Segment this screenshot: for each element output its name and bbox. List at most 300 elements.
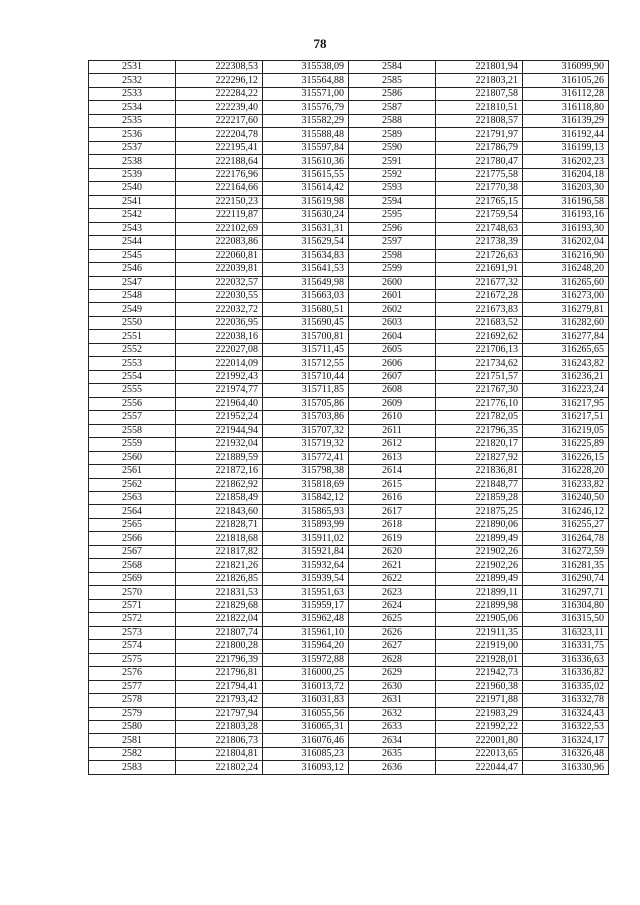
table-row (89, 289, 609, 302)
table-row (89, 640, 609, 653)
y-coordinate-cell: 316322,53 (523, 720, 609, 733)
table-row (89, 465, 609, 478)
point-number-cell: 2636 (349, 761, 436, 774)
x-coordinate-cell: 221780,47 (436, 155, 523, 168)
y-coordinate-cell: 316315,50 (523, 613, 609, 626)
x-coordinate-cell: 221899,11 (436, 586, 523, 599)
x-coordinate-cell: 221796,81 (176, 667, 263, 680)
x-coordinate-cell: 221775,58 (436, 168, 523, 181)
y-coordinate-cell: 315711,45 (263, 343, 349, 356)
y-coordinate-cell: 315712,55 (263, 357, 349, 370)
point-number-cell: 2601 (349, 289, 436, 302)
point-number-cell: 2600 (349, 276, 436, 289)
x-coordinate-cell: 221899,49 (436, 572, 523, 585)
point-number-cell: 2540 (89, 182, 176, 195)
point-number-cell: 2571 (89, 599, 176, 612)
y-coordinate-cell: 316272,59 (523, 545, 609, 558)
point-number-cell: 2538 (89, 155, 176, 168)
y-coordinate-cell: 316031,83 (263, 694, 349, 707)
y-coordinate-cell: 315634,83 (263, 249, 349, 262)
table-row (89, 209, 609, 222)
x-coordinate-cell: 222176,96 (176, 168, 263, 181)
x-coordinate-cell: 222102,69 (176, 222, 263, 235)
y-coordinate-cell: 316223,24 (523, 384, 609, 397)
table-row (89, 101, 609, 114)
x-coordinate-cell: 222204,78 (176, 128, 263, 141)
x-coordinate-cell: 222038,16 (176, 330, 263, 343)
table-row (89, 357, 609, 370)
y-coordinate-cell: 316332,78 (523, 694, 609, 707)
point-number-cell: 2615 (349, 478, 436, 491)
y-coordinate-cell: 316202,04 (523, 236, 609, 249)
point-number-cell: 2623 (349, 586, 436, 599)
y-coordinate-cell: 316076,46 (263, 734, 349, 747)
y-coordinate-cell: 316013,72 (263, 680, 349, 693)
x-coordinate-cell: 221826,85 (176, 572, 263, 585)
y-coordinate-cell: 316282,60 (523, 316, 609, 329)
x-coordinate-cell: 221944,94 (176, 424, 263, 437)
y-coordinate-cell: 316228,20 (523, 465, 609, 478)
table-row (89, 236, 609, 249)
y-coordinate-cell: 315631,31 (263, 222, 349, 235)
point-number-cell: 2594 (349, 195, 436, 208)
point-number-cell: 2621 (349, 559, 436, 572)
point-number-cell: 2533 (89, 87, 176, 100)
point-number-cell: 2537 (89, 141, 176, 154)
x-coordinate-cell: 221932,04 (176, 438, 263, 451)
point-number-cell: 2598 (349, 249, 436, 262)
table-row (89, 168, 609, 181)
x-coordinate-cell: 221942,73 (436, 667, 523, 680)
y-coordinate-cell: 315571,00 (263, 87, 349, 100)
table-row (89, 694, 609, 707)
y-coordinate-cell: 315961,10 (263, 626, 349, 639)
y-coordinate-cell: 315538,09 (263, 61, 349, 74)
table-row (89, 276, 609, 289)
point-number-cell: 2578 (89, 694, 176, 707)
x-coordinate-cell: 221806,73 (176, 734, 263, 747)
y-coordinate-cell: 316304,80 (523, 599, 609, 612)
y-coordinate-cell: 315842,12 (263, 492, 349, 505)
table-row (89, 222, 609, 235)
table-row (89, 532, 609, 545)
y-coordinate-cell: 316196,58 (523, 195, 609, 208)
x-coordinate-cell: 221800,28 (176, 640, 263, 653)
x-coordinate-cell: 222032,57 (176, 276, 263, 289)
point-number-cell: 2552 (89, 343, 176, 356)
x-coordinate-cell: 222083,86 (176, 236, 263, 249)
y-coordinate-cell: 316105,26 (523, 74, 609, 87)
point-number-cell: 2554 (89, 370, 176, 383)
x-coordinate-cell: 221765,15 (436, 195, 523, 208)
point-number-cell: 2569 (89, 572, 176, 585)
table-row (89, 626, 609, 639)
point-number-cell: 2612 (349, 438, 436, 451)
x-coordinate-cell: 221831,53 (176, 586, 263, 599)
y-coordinate-cell: 315703,86 (263, 411, 349, 424)
x-coordinate-cell: 221672,28 (436, 289, 523, 302)
y-coordinate-cell: 315959,17 (263, 599, 349, 612)
point-number-cell: 2627 (349, 640, 436, 653)
x-coordinate-cell: 221889,59 (176, 451, 263, 464)
x-coordinate-cell: 222060,81 (176, 249, 263, 262)
x-coordinate-cell: 221983,29 (436, 707, 523, 720)
point-number-cell: 2576 (89, 667, 176, 680)
y-coordinate-cell: 316202,23 (523, 155, 609, 168)
point-number-cell: 2603 (349, 316, 436, 329)
x-coordinate-cell: 221992,22 (436, 720, 523, 733)
point-number-cell: 2624 (349, 599, 436, 612)
y-coordinate-cell: 315705,86 (263, 397, 349, 410)
y-coordinate-cell: 315690,45 (263, 316, 349, 329)
table-row (89, 518, 609, 531)
table-row (89, 74, 609, 87)
x-coordinate-cell: 221767,30 (436, 384, 523, 397)
point-number-cell: 2560 (89, 451, 176, 464)
table-row (89, 384, 609, 397)
y-coordinate-cell: 315614,42 (263, 182, 349, 195)
x-coordinate-cell: 221786,79 (436, 141, 523, 154)
x-coordinate-cell: 221796,35 (436, 424, 523, 437)
point-number-cell: 2619 (349, 532, 436, 545)
x-coordinate-cell: 221890,06 (436, 518, 523, 531)
y-coordinate-cell: 315710,44 (263, 370, 349, 383)
table-row (89, 451, 609, 464)
y-coordinate-cell: 315911,02 (263, 532, 349, 545)
x-coordinate-cell: 221919,00 (436, 640, 523, 653)
table-row (89, 343, 609, 356)
point-number-cell: 2606 (349, 357, 436, 370)
x-coordinate-cell: 221848,77 (436, 478, 523, 491)
x-coordinate-cell: 221751,57 (436, 370, 523, 383)
x-coordinate-cell: 221791,97 (436, 128, 523, 141)
point-number-cell: 2544 (89, 236, 176, 249)
y-coordinate-cell: 315893,99 (263, 518, 349, 531)
point-number-cell: 2617 (349, 505, 436, 518)
point-number-cell: 2620 (349, 545, 436, 558)
y-coordinate-cell: 316246,12 (523, 505, 609, 518)
x-coordinate-cell: 221802,24 (176, 761, 263, 774)
point-number-cell: 2631 (349, 694, 436, 707)
y-coordinate-cell: 316236,21 (523, 370, 609, 383)
coordinates-table (88, 60, 609, 775)
x-coordinate-cell: 222195,41 (176, 141, 263, 154)
point-number-cell: 2541 (89, 195, 176, 208)
point-number-cell: 2602 (349, 303, 436, 316)
point-number-cell: 2559 (89, 438, 176, 451)
x-coordinate-cell: 221872,16 (176, 465, 263, 478)
point-number-cell: 2531 (89, 61, 176, 74)
y-coordinate-cell: 315932,64 (263, 559, 349, 572)
y-coordinate-cell: 315588,48 (263, 128, 349, 141)
table-row (89, 613, 609, 626)
y-coordinate-cell: 316065,31 (263, 720, 349, 733)
table-row (89, 263, 609, 276)
point-number-cell: 2608 (349, 384, 436, 397)
y-coordinate-cell: 316217,95 (523, 397, 609, 410)
x-coordinate-cell: 221974,77 (176, 384, 263, 397)
x-coordinate-cell: 221818,68 (176, 532, 263, 545)
table-row (89, 128, 609, 141)
y-coordinate-cell: 315641,53 (263, 263, 349, 276)
table-row (89, 114, 609, 127)
x-coordinate-cell: 221821,26 (176, 559, 263, 572)
x-coordinate-cell: 221692,62 (436, 330, 523, 343)
y-coordinate-cell: 316139,29 (523, 114, 609, 127)
point-number-cell: 2595 (349, 209, 436, 222)
table-row (89, 370, 609, 383)
x-coordinate-cell: 221952,24 (176, 411, 263, 424)
point-number-cell: 2605 (349, 343, 436, 356)
x-coordinate-cell: 221794,41 (176, 680, 263, 693)
point-number-cell: 2561 (89, 465, 176, 478)
y-coordinate-cell: 316324,17 (523, 734, 609, 747)
x-coordinate-cell: 222164,66 (176, 182, 263, 195)
point-number-cell: 2579 (89, 707, 176, 720)
table-row (89, 505, 609, 518)
y-coordinate-cell: 316248,20 (523, 263, 609, 276)
point-number-cell: 2558 (89, 424, 176, 437)
y-coordinate-cell: 315964,20 (263, 640, 349, 653)
table-row (89, 720, 609, 733)
point-number-cell: 2535 (89, 114, 176, 127)
table-row (89, 707, 609, 720)
table-row (89, 316, 609, 329)
point-number-cell: 2582 (89, 747, 176, 760)
point-number-cell: 2572 (89, 613, 176, 626)
x-coordinate-cell: 221803,28 (176, 720, 263, 733)
x-coordinate-cell: 221807,74 (176, 626, 263, 639)
coordinates-table-body (89, 61, 609, 775)
point-number-cell: 2543 (89, 222, 176, 235)
point-number-cell: 2545 (89, 249, 176, 262)
point-number-cell: 2570 (89, 586, 176, 599)
table-row (89, 599, 609, 612)
point-number-cell: 2588 (349, 114, 436, 127)
table-row (89, 572, 609, 585)
point-number-cell: 2613 (349, 451, 436, 464)
x-coordinate-cell: 221738,39 (436, 236, 523, 249)
point-number-cell: 2557 (89, 411, 176, 424)
point-number-cell: 2609 (349, 397, 436, 410)
x-coordinate-cell: 222217,60 (176, 114, 263, 127)
point-number-cell: 2633 (349, 720, 436, 733)
point-number-cell: 2599 (349, 263, 436, 276)
point-number-cell: 2546 (89, 263, 176, 276)
point-number-cell: 2548 (89, 289, 176, 302)
point-number-cell: 2575 (89, 653, 176, 666)
point-number-cell: 2634 (349, 734, 436, 747)
x-coordinate-cell: 222239,40 (176, 101, 263, 114)
y-coordinate-cell: 315818,69 (263, 478, 349, 491)
point-number-cell: 2562 (89, 478, 176, 491)
y-coordinate-cell: 315629,54 (263, 236, 349, 249)
point-number-cell: 2553 (89, 357, 176, 370)
x-coordinate-cell: 221801,94 (436, 61, 523, 74)
point-number-cell: 2556 (89, 397, 176, 410)
y-coordinate-cell: 316336,63 (523, 653, 609, 666)
x-coordinate-cell: 221797,94 (176, 707, 263, 720)
point-number-cell: 2610 (349, 411, 436, 424)
x-coordinate-cell: 222284,22 (176, 87, 263, 100)
y-coordinate-cell: 316055,56 (263, 707, 349, 720)
y-coordinate-cell: 316216,90 (523, 249, 609, 262)
x-coordinate-cell: 222044,47 (436, 761, 523, 774)
x-coordinate-cell: 222308,53 (176, 61, 263, 74)
point-number-cell: 2590 (349, 141, 436, 154)
point-number-cell: 2589 (349, 128, 436, 141)
point-number-cell: 2630 (349, 680, 436, 693)
point-number-cell: 2629 (349, 667, 436, 680)
x-coordinate-cell: 221793,42 (176, 694, 263, 707)
y-coordinate-cell: 315597,84 (263, 141, 349, 154)
y-coordinate-cell: 316225,89 (523, 438, 609, 451)
table-row (89, 747, 609, 760)
x-coordinate-cell: 221677,32 (436, 276, 523, 289)
y-coordinate-cell: 315939,54 (263, 572, 349, 585)
x-coordinate-cell: 221770,38 (436, 182, 523, 195)
x-coordinate-cell: 221902,26 (436, 545, 523, 558)
x-coordinate-cell: 221796,39 (176, 653, 263, 666)
table-row (89, 734, 609, 747)
point-number-cell: 2632 (349, 707, 436, 720)
point-number-cell: 2626 (349, 626, 436, 639)
y-coordinate-cell: 315719,32 (263, 438, 349, 451)
y-coordinate-cell: 315615,55 (263, 168, 349, 181)
y-coordinate-cell: 315865,93 (263, 505, 349, 518)
x-coordinate-cell: 221748,63 (436, 222, 523, 235)
y-coordinate-cell: 315564,88 (263, 74, 349, 87)
table-row (89, 141, 609, 154)
x-coordinate-cell: 221683,52 (436, 316, 523, 329)
x-coordinate-cell: 221843,60 (176, 505, 263, 518)
point-number-cell: 2564 (89, 505, 176, 518)
point-number-cell: 2611 (349, 424, 436, 437)
table-row (89, 411, 609, 424)
x-coordinate-cell: 221905,06 (436, 613, 523, 626)
x-coordinate-cell: 221836,81 (436, 465, 523, 478)
x-coordinate-cell: 221673,83 (436, 303, 523, 316)
table-row (89, 155, 609, 168)
x-coordinate-cell: 221803,21 (436, 74, 523, 87)
table-row (89, 761, 609, 774)
point-number-cell: 2549 (89, 303, 176, 316)
x-coordinate-cell: 221902,26 (436, 559, 523, 572)
y-coordinate-cell: 315649,98 (263, 276, 349, 289)
point-number-cell: 2635 (349, 747, 436, 760)
x-coordinate-cell: 221734,62 (436, 357, 523, 370)
y-coordinate-cell: 316203,30 (523, 182, 609, 195)
y-coordinate-cell: 316281,35 (523, 559, 609, 572)
point-number-cell: 2614 (349, 465, 436, 478)
point-number-cell: 2592 (349, 168, 436, 181)
point-number-cell: 2539 (89, 168, 176, 181)
table-row (89, 667, 609, 680)
y-coordinate-cell: 316233,82 (523, 478, 609, 491)
x-coordinate-cell: 221875,25 (436, 505, 523, 518)
point-number-cell: 2587 (349, 101, 436, 114)
y-coordinate-cell: 315962,48 (263, 613, 349, 626)
x-coordinate-cell: 221992,43 (176, 370, 263, 383)
y-coordinate-cell: 316330,96 (523, 761, 609, 774)
table-row (89, 303, 609, 316)
x-coordinate-cell: 221691,91 (436, 263, 523, 276)
x-coordinate-cell: 221829,68 (176, 599, 263, 612)
point-number-cell: 2565 (89, 518, 176, 531)
y-coordinate-cell: 316193,16 (523, 209, 609, 222)
y-coordinate-cell: 316264,78 (523, 532, 609, 545)
table-row (89, 438, 609, 451)
x-coordinate-cell: 222039,81 (176, 263, 263, 276)
y-coordinate-cell: 316265,60 (523, 276, 609, 289)
point-number-cell: 2550 (89, 316, 176, 329)
table-row (89, 586, 609, 599)
y-coordinate-cell: 316331,75 (523, 640, 609, 653)
point-number-cell: 2584 (349, 61, 436, 74)
x-coordinate-cell: 221807,58 (436, 87, 523, 100)
x-coordinate-cell: 221776,10 (436, 397, 523, 410)
point-number-cell: 2618 (349, 518, 436, 531)
y-coordinate-cell: 316243,82 (523, 357, 609, 370)
y-coordinate-cell: 316118,80 (523, 101, 609, 114)
point-number-cell: 2597 (349, 236, 436, 249)
x-coordinate-cell: 221899,98 (436, 599, 523, 612)
table-row (89, 478, 609, 491)
x-coordinate-cell: 221827,92 (436, 451, 523, 464)
point-number-cell: 2616 (349, 492, 436, 505)
x-coordinate-cell: 221808,57 (436, 114, 523, 127)
y-coordinate-cell: 315663,03 (263, 289, 349, 302)
table-row (89, 61, 609, 74)
y-coordinate-cell: 315610,36 (263, 155, 349, 168)
y-coordinate-cell: 316255,27 (523, 518, 609, 531)
point-number-cell: 2567 (89, 545, 176, 558)
point-number-cell: 2604 (349, 330, 436, 343)
y-coordinate-cell: 315798,38 (263, 465, 349, 478)
x-coordinate-cell: 221971,88 (436, 694, 523, 707)
y-coordinate-cell: 316099,90 (523, 61, 609, 74)
table-row (89, 424, 609, 437)
y-coordinate-cell: 316273,00 (523, 289, 609, 302)
point-number-cell: 2581 (89, 734, 176, 747)
point-number-cell: 2542 (89, 209, 176, 222)
y-coordinate-cell: 315772,41 (263, 451, 349, 464)
x-coordinate-cell: 221822,04 (176, 613, 263, 626)
point-number-cell: 2547 (89, 276, 176, 289)
x-coordinate-cell: 222032,72 (176, 303, 263, 316)
table-row (89, 195, 609, 208)
y-coordinate-cell: 316335,02 (523, 680, 609, 693)
y-coordinate-cell: 315700,81 (263, 330, 349, 343)
point-number-cell: 2622 (349, 572, 436, 585)
x-coordinate-cell: 221964,40 (176, 397, 263, 410)
x-coordinate-cell: 222036,95 (176, 316, 263, 329)
y-coordinate-cell: 315707,32 (263, 424, 349, 437)
y-coordinate-cell: 315680,51 (263, 303, 349, 316)
x-coordinate-cell: 221911,35 (436, 626, 523, 639)
point-number-cell: 2591 (349, 155, 436, 168)
x-coordinate-cell: 221858,49 (176, 492, 263, 505)
point-number-cell: 2573 (89, 626, 176, 639)
x-coordinate-cell: 221859,28 (436, 492, 523, 505)
point-number-cell: 2566 (89, 532, 176, 545)
table-row (89, 653, 609, 666)
point-number-cell: 2534 (89, 101, 176, 114)
y-coordinate-cell: 316226,15 (523, 451, 609, 464)
y-coordinate-cell: 316085,23 (263, 747, 349, 760)
y-coordinate-cell: 315951,63 (263, 586, 349, 599)
y-coordinate-cell: 315711,85 (263, 384, 349, 397)
